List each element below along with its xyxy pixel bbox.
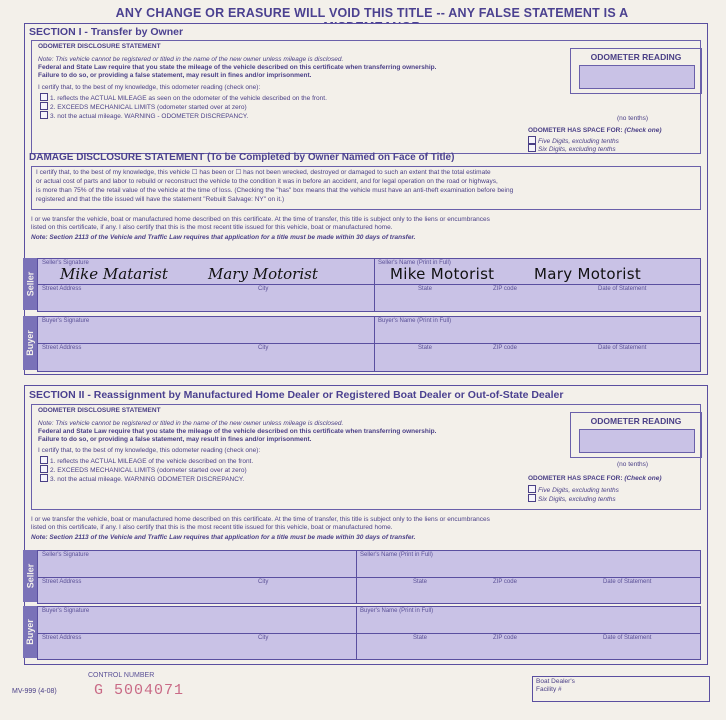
transfer-line-1: I or we transfer the vehicle, boat or manufactured home described on this certificate. At the time of transfer, this title is subject only to the liens or encumbrances	[31, 216, 490, 223]
odometer-option-3[interactable]	[40, 474, 244, 484]
buyers-name-label: Buyer's Name (Print in Full)	[378, 318, 452, 324]
sellers-signature-label: Seller's Signature	[42, 552, 89, 558]
buyers-signature-label: Buyer's Signature	[42, 318, 90, 324]
handwritten-signature-2: Mary Motorist	[208, 265, 318, 283]
space-for-text: ODOMETER HAS SPACE FOR:	[528, 475, 623, 482]
checkbox[interactable]	[40, 111, 48, 119]
odometer-law-2: Failure to do so, or providing a false statement, may result in fines and/or imprisonment.	[38, 72, 312, 79]
city-label: City	[258, 286, 269, 292]
odometer-space-label	[528, 127, 662, 135]
section-2-title: SECTION II - Reassignment by Manufactured Home Dealer or Registered Boat Dealer or Out-of-State Dealer	[29, 389, 564, 401]
option-label: 2. EXCEEDS MECHANICAL LIMITS (odometer started over at zero)	[50, 104, 247, 111]
odometer-law-1: Federal and State Law require that you state the mileage of the vehicle described on this certificate when transferring ownership.	[38, 428, 437, 435]
buyer-label: Buyer	[23, 606, 37, 658]
city-label: City	[258, 345, 269, 351]
option-label: 3. not the actual mileage. WARNING ODOMETER DISCREPANCY.	[50, 476, 245, 483]
checkbox[interactable]	[528, 494, 536, 502]
odometer-reading-label: ODOMETER READING	[590, 416, 682, 426]
check-one-text: (Check one)	[624, 127, 662, 134]
transfer-note: Note: Section 2113 of the Vehicle and Traffic Law requires that application for a title must be made within 30 days of transfer.	[31, 234, 416, 241]
handwritten-signature-1: Mike Matarist	[60, 265, 168, 283]
seller-label: Seller	[23, 258, 37, 310]
odometer-reading-field[interactable]	[579, 65, 695, 89]
six-digits-label: Six Digits, excluding tenths	[538, 146, 616, 153]
odometer-disclosure-box	[31, 40, 701, 154]
date-label: Date of Statement	[598, 286, 647, 292]
control-number: G 5004071	[94, 682, 185, 699]
checkbox[interactable]	[40, 93, 48, 101]
street-label: Street Address	[42, 286, 82, 292]
checkbox[interactable]	[40, 456, 48, 464]
damage-line-3: is more than 75% of the retail value of the vehicle at the time of loss. (Checking the "has" box means that the vehicle must have an anti-theft examination before being	[36, 187, 514, 194]
buyer-grid	[37, 316, 701, 372]
check-one-text: (Check one)	[624, 475, 662, 482]
option-label: 3. not the actual mileage. WARNING - ODOMETER DISCREPANCY.	[50, 113, 249, 120]
date-label: Date of Statement	[603, 579, 652, 585]
sellers-signature-label: Seller's Signature	[42, 260, 89, 266]
odometer-law-1: Federal and State Law require that you state the mileage of the vehicle described on this certificate when transferring ownership.	[38, 64, 437, 71]
transfer-line-2: listed on this certificate, if any. I also certify that this is the most recent title issued for this vehicle, boat or manufactured home.	[31, 224, 393, 231]
warning-header: ANY CHANGE OR ERASURE WILL VOID THIS TITLE -- ANY FALSE STATEMENT IS A	[115, 6, 629, 20]
section-1-title: SECTION I - Transfer by Owner	[29, 26, 184, 38]
transfer-note: Note: Section 2113 of the Vehicle and Traffic Law requires that application for a title must be made within 30 days of transfer.	[31, 534, 416, 541]
seller-grid	[37, 550, 701, 604]
six-digits-option[interactable]	[528, 494, 616, 504]
section-2	[24, 385, 708, 665]
odometer-note: Note: This vehicle cannot be registered or titled in the name of the new owner unless mileage is disclosed.	[38, 56, 344, 63]
checkbox[interactable]	[528, 136, 536, 144]
state-label: State	[418, 345, 433, 351]
odometer-certify: I certify that, to the best of my knowledge, this odometer reading (check one):	[38, 447, 261, 454]
transfer-line-2: listed on this certificate, if any. I also certify that this is the most recent title issued for this vehicle, boat or manufactured home.	[31, 524, 393, 531]
transfer-line-1: I or we transfer the vehicle, boat or manufactured home described on this certificate. At the time of transfer, this title is subject only to the liens or encumbrances	[31, 516, 490, 523]
checkbox[interactable]	[40, 102, 48, 110]
no-tenths-label: (no tenths)	[617, 115, 649, 122]
date-label: Date of Statement	[598, 345, 647, 351]
odometer-reading-box	[570, 48, 702, 94]
sellers-name-label: Seller's Name (Print in Full)	[360, 552, 433, 558]
street-label: Street Address	[42, 579, 82, 585]
zip-label: ZIP code	[493, 345, 517, 351]
odometer-space-label	[528, 475, 662, 483]
five-digits-label: Five Digits, excluding tenths	[538, 487, 619, 494]
street-label: Street Address	[42, 345, 82, 351]
zip-label: ZIP code	[493, 579, 517, 585]
five-digits-label: Five Digits, excluding tenths	[538, 138, 619, 145]
six-digits-option[interactable]	[528, 144, 616, 154]
no-tenths-label: (no tenths)	[617, 461, 649, 468]
dealer-label-1: Boat Dealer's	[536, 678, 575, 685]
damage-line-1: I certify that, to the best of my knowledge, this vehicle ☐ has been or ☐ has not been wrecked, destroyed or damaged to such an extent that the total estimate	[36, 169, 491, 176]
street-label: Street Address	[42, 635, 82, 641]
space-for-text: ODOMETER HAS SPACE FOR:	[528, 127, 623, 134]
date-label: Date of Statement	[603, 635, 652, 641]
handwritten-printed-name-1: Mike Motorist	[390, 265, 495, 283]
odometer-reading-field[interactable]	[579, 429, 695, 453]
odometer-heading: ODOMETER DISCLOSURE STATEMENT	[38, 407, 161, 414]
checkbox[interactable]	[528, 485, 536, 493]
damage-line-2: or actual cost of parts and labor to rebuild or reconstruct the vehicle to the condition it was in before an accident, and for legal operation on the road or highways,	[36, 178, 498, 185]
odometer-disclosure-box	[31, 404, 701, 510]
sellers-name-label: Seller's Name (Print in Full)	[378, 260, 451, 266]
odometer-note: Note: This vehicle cannot be registered or titled in the name of the new owner unless mileage is disclosed.	[38, 420, 344, 427]
damage-disclosure-title: DAMAGE DISCLOSURE STATEMENT (To be Completed by Owner Named on Face of Title)	[29, 152, 455, 163]
odometer-law-2: Failure to do so, or providing a false statement, may result in fines and/or imprisonment.	[38, 436, 312, 443]
city-label: City	[258, 635, 269, 641]
six-digits-label: Six Digits, excluding tenths	[538, 496, 616, 503]
odometer-reading-box	[570, 412, 702, 458]
state-label: State	[413, 635, 428, 641]
state-label: State	[418, 286, 433, 292]
boat-dealer-facility-box[interactable]	[532, 676, 710, 702]
odometer-option-3[interactable]	[40, 111, 248, 121]
checkbox[interactable]	[528, 144, 536, 152]
checkbox[interactable]	[40, 474, 48, 482]
option-label: 1. reflects the ACTUAL MILEAGE of the vehicle described on the front.	[50, 458, 254, 465]
buyers-name-label: Buyer's Name (Print in Full)	[360, 608, 434, 614]
zip-label: ZIP code	[493, 635, 517, 641]
odometer-certify: I certify that, to the best of my knowledge, this odometer reading (check one):	[38, 84, 261, 91]
state-label: State	[413, 579, 428, 585]
odometer-reading-label: ODOMETER READING	[590, 52, 682, 62]
control-number-label: CONTROL NUMBER	[88, 672, 155, 679]
form-id: MV-999 (4-08)	[12, 688, 57, 695]
buyers-signature-label: Buyer's Signature	[42, 608, 90, 614]
handwritten-printed-name-2: Mary Motorist	[534, 265, 642, 283]
damage-disclosure-box	[31, 166, 701, 210]
buyer-grid	[37, 606, 701, 660]
seller-label: Seller	[23, 550, 37, 602]
damage-line-4: registered and that the title issued will have the statement "Rebuilt Salvage: NY" on it.)	[36, 196, 285, 203]
section-1	[24, 23, 708, 375]
seller-grid	[37, 258, 701, 312]
option-label: 1. reflects the ACTUAL MILEAGE as seen on the odometer of the vehicle described on the front.	[50, 95, 327, 102]
buyer-label: Buyer	[23, 316, 37, 370]
checkbox[interactable]	[40, 465, 48, 473]
zip-label: ZIP code	[493, 286, 517, 292]
dealer-label-2: Facility #	[536, 686, 562, 693]
city-label: City	[258, 579, 269, 585]
option-label: 2. EXCEEDS MECHANICAL LIMITS (odometer started over at zero)	[50, 467, 247, 474]
odometer-heading: ODOMETER DISCLOSURE STATEMENT	[38, 43, 161, 50]
